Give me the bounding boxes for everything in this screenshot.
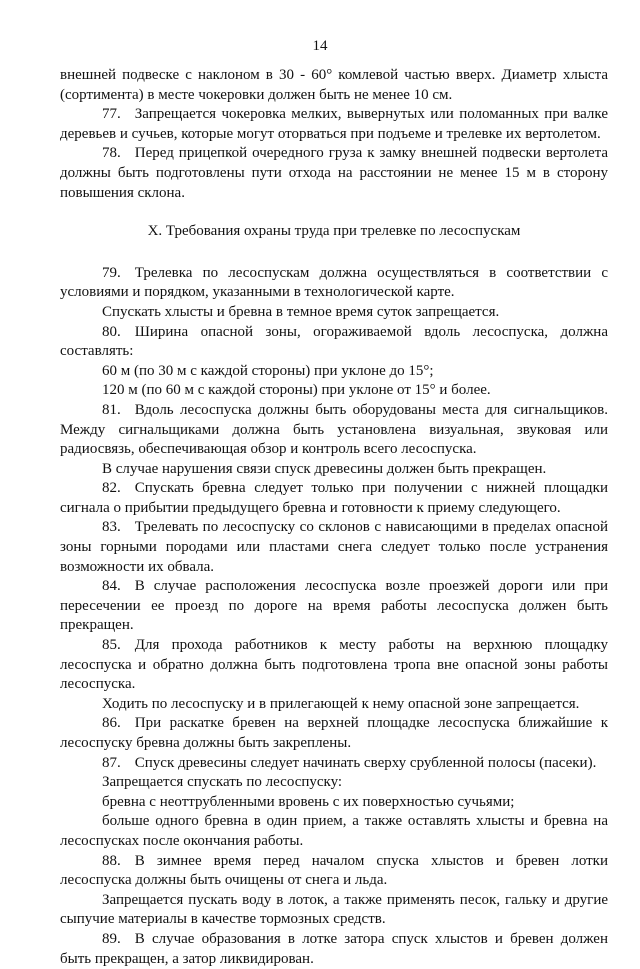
paragraph-text: 120 м (по 60 м с каждой стороны) при уклоне от 15° и более. xyxy=(102,382,491,399)
paragraph-number: 82. xyxy=(102,480,121,497)
top-paragraphs xyxy=(60,66,608,203)
paragraph-text: бревна с неоттрубленными вровень с их поверхностью сучьями; xyxy=(102,793,515,810)
paragraph xyxy=(60,362,608,382)
paragraph-number: 83. xyxy=(102,519,121,536)
paragraph xyxy=(60,812,608,851)
paragraph xyxy=(60,577,608,636)
paragraph-text: Трелевка по лесоспускам должна осуществляться в соответствии с условиями и порядком, указанными в технологической карте. xyxy=(60,264,608,301)
paragraph xyxy=(60,323,608,362)
paragraph-number: 84. xyxy=(102,578,121,595)
paragraph-number: 77. xyxy=(102,106,121,123)
paragraph-text: Вдоль лесоспуска должны быть оборудованы места для сигнальщиков. Между сигнальщиками должна быть установлена визуальная, звуковая или радиосвязь, обеспечивающая обзор и контроль всего лесоспуска. xyxy=(60,401,608,458)
paragraph xyxy=(60,891,608,930)
paragraph xyxy=(60,105,608,144)
paragraph xyxy=(60,264,608,303)
paragraph xyxy=(60,636,608,695)
paragraph-text: Ширина опасной зоны, огораживаемой вдоль лесоспуска, должна составлять: xyxy=(60,323,608,360)
paragraph xyxy=(60,518,608,577)
paragraph-text: При раскатке бревен на верхней площадке лесоспуска ближайшие к лесоспуску бревна должны быть закреплены. xyxy=(60,715,608,751)
paragraph-number: 78. xyxy=(102,145,121,162)
paragraph xyxy=(60,793,608,813)
paragraph xyxy=(60,303,608,323)
paragraph-text: Перед прицепкой очередного груза к замку внешней подвески вертолета должны быть подготовлены пути отхода на расстоянии не менее 15 м в сторону повышения склона. xyxy=(60,145,608,201)
paragraph-text: В случае образования в лотке затора спуск хлыстов и бревен должен быть прекращен, а затор ликвидирован. xyxy=(60,930,608,967)
paragraph-text: Запрещается пускать воду в лоток, а также применять песок, гальку и другие сыпучие материалы в качестве тормозных средств. xyxy=(60,891,608,928)
paragraph-text: внешней подвеске с наклоном в 30 - 60° комлевой частью вверх. Диаметр хлыста (сортимента) в месте чокеровки должен быть не менее 10 см. xyxy=(60,67,608,103)
paragraph-text: Ходить по лесоспуску и в прилегающей к нему опасной зоне запрещается. xyxy=(102,695,580,712)
paragraph-text: 60 м (по 30 м с каждой стороны) при уклоне до 15°; xyxy=(102,362,434,379)
paragraph xyxy=(60,754,608,774)
paragraph xyxy=(60,773,608,793)
paragraph-number: 85. xyxy=(102,637,121,654)
paragraph xyxy=(60,144,608,203)
page-number: 14 xyxy=(312,38,328,54)
paragraph-text: больше одного бревна в один прием, а также оставлять хлысты и бревна на лесоспусках после окончания работы. xyxy=(60,813,608,849)
paragraph-number: 81. xyxy=(102,401,121,418)
section-paragraphs xyxy=(60,264,608,969)
paragraph-number: 87. xyxy=(102,754,121,771)
paragraph-number: 79. xyxy=(102,264,121,281)
paragraph-text: В зимнее время перед началом спуска хлыстов и бревен лотки лесоспуска должны быть очищены от снега и льда. xyxy=(60,852,608,889)
paragraph-text: Спускать бревна следует только при получении с нижней площадки сигнала о прибытии предыдущего бревна и готовности к приему следующего. xyxy=(60,480,608,516)
paragraph xyxy=(60,714,608,753)
paragraph xyxy=(60,479,608,518)
paragraph-text: Трелевать по лесоспуску со склонов с нависающими в пределах опасной зоны горными породами или пластами снега следует только после устранения возможности их обвала. xyxy=(60,519,608,575)
paragraph xyxy=(60,460,608,480)
section-title: X. Требования охраны труда при трелевке по лесоспускам xyxy=(147,223,521,240)
paragraph-number: 80. xyxy=(102,323,121,340)
paragraph-text: Запрещается чокеровка мелких, вывернутых или поломанных при валке деревьев и сучьев, которые могут оторваться при подъеме и трелевке их вертолетом. xyxy=(60,106,608,142)
paragraph-number: 89. xyxy=(102,930,121,947)
paragraph-text: Спускать хлысты и бревна в темное время суток запрещается. xyxy=(102,303,500,320)
paragraph-text: Запрещается спускать по лесоспуску: xyxy=(102,774,343,791)
paragraph-text: Для прохода работников к месту работы на верхнюю площадку лесоспуска и обратно должна быть подготовлена тропа вне опасной зоны работы лесоспуска. xyxy=(60,637,608,693)
paragraph-text: Спуск древесины следует начинать сверху срубленной полосы (пасеки). xyxy=(134,754,597,771)
paragraph-number: 86. xyxy=(102,715,121,732)
paragraph xyxy=(60,695,608,715)
paragraph xyxy=(60,66,608,105)
paragraph-text: В случае нарушения связи спуск древесины должен быть прекращен. xyxy=(102,460,547,477)
document-body xyxy=(60,66,608,969)
paragraph xyxy=(60,401,608,460)
paragraph xyxy=(60,381,608,401)
paragraph-text: В случае расположения лесоспуска возле проезжей дороги или при пересечении ее проезд по дороге на время работы лесоспуска должен быть прекращен. xyxy=(60,578,608,634)
paragraph xyxy=(60,930,608,969)
paragraph-number: 88. xyxy=(102,852,121,869)
paragraph xyxy=(60,852,608,891)
